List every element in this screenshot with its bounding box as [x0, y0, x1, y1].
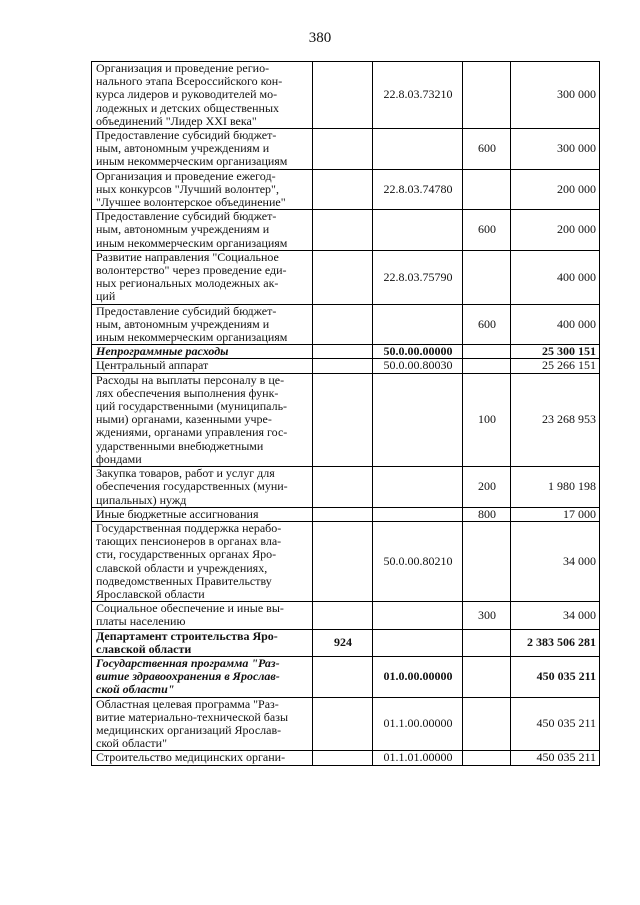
expense-type-cell: [463, 250, 511, 304]
target-article-cell: [373, 129, 463, 170]
target-article-cell: [373, 210, 463, 251]
amount-cell: 300 000: [511, 62, 600, 129]
amount-cell: 300 000: [511, 129, 600, 170]
amount-cell: 450 035 211: [511, 656, 600, 697]
department-code-cell: [313, 345, 373, 359]
department-code-cell: [313, 304, 373, 345]
amount-cell: 1 980 198: [511, 467, 600, 508]
item-name-cell: Государственная программа "Раз- витие здравоохранения в Ярослав- ской области": [92, 656, 313, 697]
item-name-cell: Строительство медицинских органи-: [92, 751, 313, 765]
department-code-cell: [313, 359, 373, 373]
item-name-cell: Развитие направления "Социальное волонтерство" через проведение еди- ных региональных молодежных ак- ций: [92, 250, 313, 304]
table-row: [92, 345, 600, 359]
table-row: [92, 602, 600, 629]
department-code-cell: [313, 521, 373, 601]
amount-cell: 2 383 506 281: [511, 629, 600, 656]
item-name-cell: Государственная поддержка нерабо- тающих пенсионеров в органах вла- сти, государственных органах Яро- славской области и учреждениях, подведомственных Правительству Ярославской области: [92, 521, 313, 601]
target-article-cell: 01.1.00.00000: [373, 697, 463, 751]
target-article-cell: [373, 507, 463, 521]
target-article-cell: [373, 373, 463, 466]
amount-cell: 450 035 211: [511, 697, 600, 751]
table-row: [92, 507, 600, 521]
expense-type-cell: [463, 629, 511, 656]
department-code-cell: 924: [313, 629, 373, 656]
target-article-cell: 50.0.00.00000: [373, 345, 463, 359]
table-row: [92, 210, 600, 251]
amount-cell: 17 000: [511, 507, 600, 521]
amount-cell: 400 000: [511, 304, 600, 345]
table-row: [92, 656, 600, 697]
target-article-cell: 50.0.00.80030: [373, 359, 463, 373]
target-article-cell: [373, 602, 463, 629]
table-row: [92, 359, 600, 373]
target-article-cell: [373, 629, 463, 656]
amount-cell: 25 266 151: [511, 359, 600, 373]
department-code-cell: [313, 507, 373, 521]
department-code-cell: [313, 62, 373, 129]
expense-type-cell: [463, 656, 511, 697]
expense-type-cell: 800: [463, 507, 511, 521]
amount-cell: 400 000: [511, 250, 600, 304]
department-code-cell: [313, 250, 373, 304]
department-code-cell: [313, 602, 373, 629]
expense-type-cell: [463, 345, 511, 359]
expense-type-cell: [463, 751, 511, 765]
department-code-cell: [313, 169, 373, 210]
amount-cell: 34 000: [511, 602, 600, 629]
target-article-cell: 01.1.01.00000: [373, 751, 463, 765]
budget-table: [91, 61, 600, 766]
item-name-cell: Иные бюджетные ассигнования: [92, 507, 313, 521]
target-article-cell: 01.0.00.00000: [373, 656, 463, 697]
expense-type-cell: [463, 697, 511, 751]
item-name-cell: Центральный аппарат: [92, 359, 313, 373]
department-code-cell: [313, 751, 373, 765]
page-number: 380: [308, 30, 332, 46]
expense-type-cell: 200: [463, 467, 511, 508]
target-article-cell: 22.8.03.74780: [373, 169, 463, 210]
item-name-cell: Социальное обеспечение и иные вы- платы населению: [92, 602, 313, 629]
expense-type-cell: 600: [463, 129, 511, 170]
department-code-cell: [313, 697, 373, 751]
amount-cell: 200 000: [511, 210, 600, 251]
item-name-cell: Закупка товаров, работ и услуг для обеспечения государственных (муни- ципальных) нужд: [92, 467, 313, 508]
item-name-cell: Организация и проведение регио- нального этапа Всероссийского кон- курса лидеров и руководителей мо- лодежных и детских общественных объединений "Лидер XXI века": [92, 62, 313, 129]
expense-type-cell: 600: [463, 304, 511, 345]
item-name-cell: Предоставление субсидий бюджет- ным, автономным учреждениям и иным некоммерческим организациям: [92, 304, 313, 345]
target-article-cell: 22.8.03.75790: [373, 250, 463, 304]
expense-type-cell: [463, 62, 511, 129]
target-article-cell: [373, 304, 463, 345]
target-article-cell: 22.8.03.73210: [373, 62, 463, 129]
expense-type-cell: [463, 169, 511, 210]
department-code-cell: [313, 129, 373, 170]
expense-type-cell: 300: [463, 602, 511, 629]
table-row: [92, 467, 600, 508]
amount-cell: 450 035 211: [511, 751, 600, 765]
table-row: [92, 304, 600, 345]
expense-type-cell: 600: [463, 210, 511, 251]
target-article-cell: 50.0.00.80210: [373, 521, 463, 601]
amount-cell: 200 000: [511, 169, 600, 210]
target-article-cell: [373, 467, 463, 508]
expense-type-cell: 100: [463, 373, 511, 466]
item-name-cell: Предоставление субсидий бюджет- ным, автономным учреждениям и иным некоммерческим организациям: [92, 129, 313, 170]
table-row: [92, 129, 600, 170]
amount-cell: 25 300 151: [511, 345, 600, 359]
item-name-cell: Предоставление субсидий бюджет- ным, автономным учреждениям и иным некоммерческим организациям: [92, 210, 313, 251]
department-code-cell: [313, 656, 373, 697]
table-row: [92, 697, 600, 751]
item-name-cell: Департамент строительства Яро- славской области: [92, 629, 313, 656]
department-code-cell: [313, 210, 373, 251]
item-name-cell: Расходы на выплаты персоналу в це- лях обеспечения выполнения функ- ций государственными (муниципаль- ными) органами, казенными учре- ждениями, органами управления гос- ударственными внебюджетными фондами: [92, 373, 313, 466]
table-row: [92, 250, 600, 304]
table-row: [92, 629, 600, 656]
table-row: [92, 751, 600, 765]
amount-cell: 34 000: [511, 521, 600, 601]
amount-cell: 23 268 953: [511, 373, 600, 466]
item-name-cell: Организация и проведение ежегод- ных конкурсов "Лучший волонтер", "Лучшее волонтерское объединение": [92, 169, 313, 210]
item-name-cell: Непрограммные расходы: [92, 345, 313, 359]
table-row: [92, 521, 600, 601]
table-row: [92, 169, 600, 210]
table-row: [92, 373, 600, 466]
item-name-cell: Областная целевая программа "Раз- витие материально-технической базы медицинских организаций Ярослав- ской области": [92, 697, 313, 751]
department-code-cell: [313, 373, 373, 466]
table-row: [92, 62, 600, 129]
expense-type-cell: [463, 521, 511, 601]
expense-type-cell: [463, 359, 511, 373]
department-code-cell: [313, 467, 373, 508]
